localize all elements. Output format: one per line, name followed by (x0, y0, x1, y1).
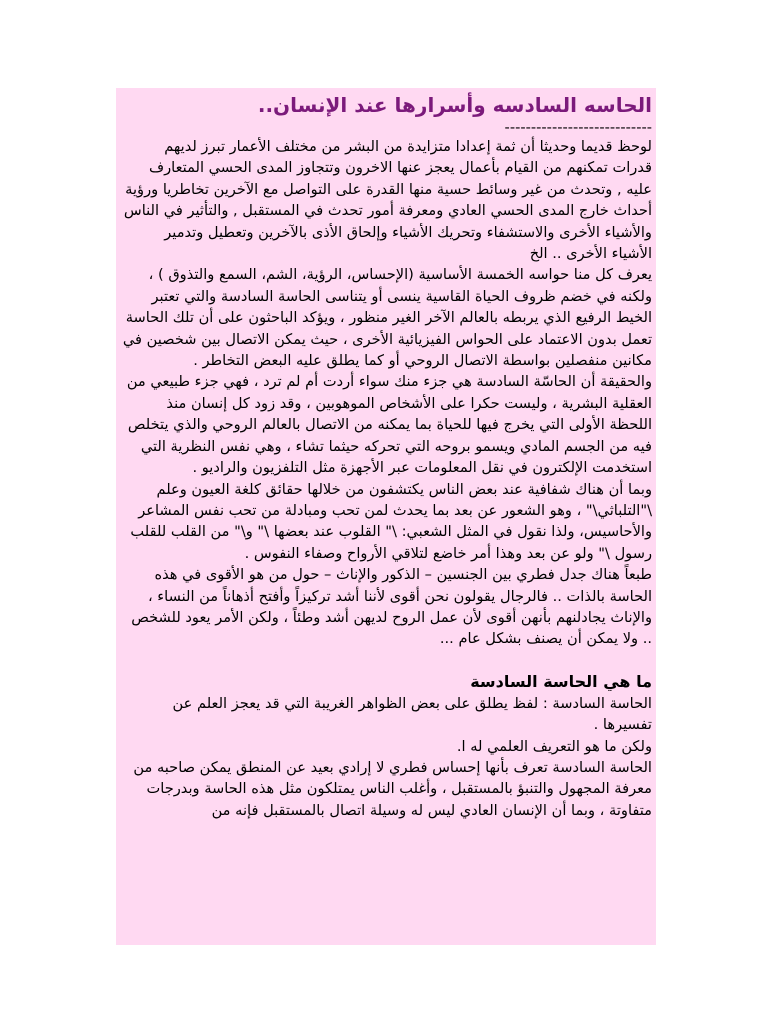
section-paragraph: الحاسة السادسة : لفظ يطلق على بعض الظواهر الغريبة التي قد يعجز العلم عن تفسيرها . (172, 694, 652, 734)
paragraph: لوحظ قديما وحديثا أن ثمة إعدادا متزايدة من البشر من مختلف الأعمار تبرز لديهم قدرات تمكنهم من القيام بأعمال يعجز عنها الاخرون وتتجاوز المدى الحسي المتعارف عليه , وتحدث من غير وسائط حسية منها القدرة على التواصل مع الآخرين تخاطريا ورؤية أحداث خارج المدى الحسي العادي ومعرفة أمور تحدث في المستقبل , والتأثير في الناس والأشياء الأخرى والاستشفاء وتحريك الأشياء وإلحاق الأذى بالآخرين وتعطيل وتدمير الأشياء الأخرى .. الخ (123, 138, 652, 263)
document-title: الحاسه السادسه وأسرارها عند الإنسان.. (257, 93, 652, 117)
document-body (116, 88, 656, 821)
paragraph: والحقيقة أن الحاسّة السادسة هي جزء منك سواء أردت أم لم ترد ، فهي جزء طبيعي من العقلية البشرية ، وليست حكرا على الأشخاص الموهوبين ، وقد زود كل إنسان منذ اللحظة الأولى التي يخرج فيها للحياة بما يمكنه من الاتصال بالعالم الروحي والذي يتخلص فيه من الجسم المادي ويسمو بروحه التي تحركه حيثما تشاء ، وهي نفس النظرية التي استخدمت الإلكترون في نقل المعلومات عبر الأجهزة مثل التلفزيون والراديو . (126, 373, 652, 477)
paragraph: طبعاً هناك جدل فطري بين الجنسين – الذكور والإناث – حول من هو الأقوى في هذه الحاسة بالذات .. فالرجال يقولون نحن أقوى لأننا أشد تركيزاً وأفتح أذهاناً من النساء ، والإناث يجادلنهم بأنهن أقوى لأن عمل الروح لديهن أشد وطئاً ، ولكن الأمر يعود للشخص .. ولا يمكن أن يصنف بشكل عام ... (131, 566, 652, 648)
document-page (116, 88, 656, 945)
section-paragraph: ولكن ما هو التعريف العلمي له ا. (456, 737, 652, 755)
paragraph: وبما أن هناك شفافية عند بعض الناس يكتشفون من خلالها حقائق كلغة العيون وعلم \"التلباثي\" ، وهو الشعور عن بعد بما يحدث لمن تحب ومبادلة من تحب نفس المشاعر والأحاسيس، ولذا نقول في المثل الشعبي: \" القلوب عند بعضها \" و\" من القلب للقلب رسول \" ولو عن بعد وهذا أمر خاضع لتلاقي الأرواح وصفاء النفوس . (130, 480, 652, 562)
paragraph: يعرف كل منا حواسه الخمسة الأساسية (الإحساس، الرؤية، الشم، السمع والتذوق ) ، ولكنه في خضم ظروف الحياة القاسية ينسى أو يتناسى الحاسة السادسة والتي تعتبر الخيط الرفيع الذي يربطه بالعالم الآخر الغير منظور ، ويؤكد الباحثون على أن تلك الحاسة تعمل بدون الاعتماد على الحواس الفيزيائية الأخرى ، حيث يمكن الاتصال بين شخصين في مكانين منفصلين بواسطة الاتصال الروحي أو كما يطلق عليه البعض التخاطر . (122, 266, 652, 370)
section-heading: ما هي الحاسة السادسة (470, 671, 652, 691)
title-separator: ---------------------------- (504, 119, 652, 136)
section-paragraph: الحاسة السادسة تعرف بأنها إحساس فطري لا إرادي بعيد عن المنطق يمكن صاحبه من معرفة المجهول والتنبؤ بالمستقبل ، وأغلب الناس يمتلكون مثل هذه الحاسة وبدرجات متفاوتة ، وبما أن الإنسان العادي ليس له وسيلة اتصال بالمستقبل فإنه من (133, 758, 652, 819)
